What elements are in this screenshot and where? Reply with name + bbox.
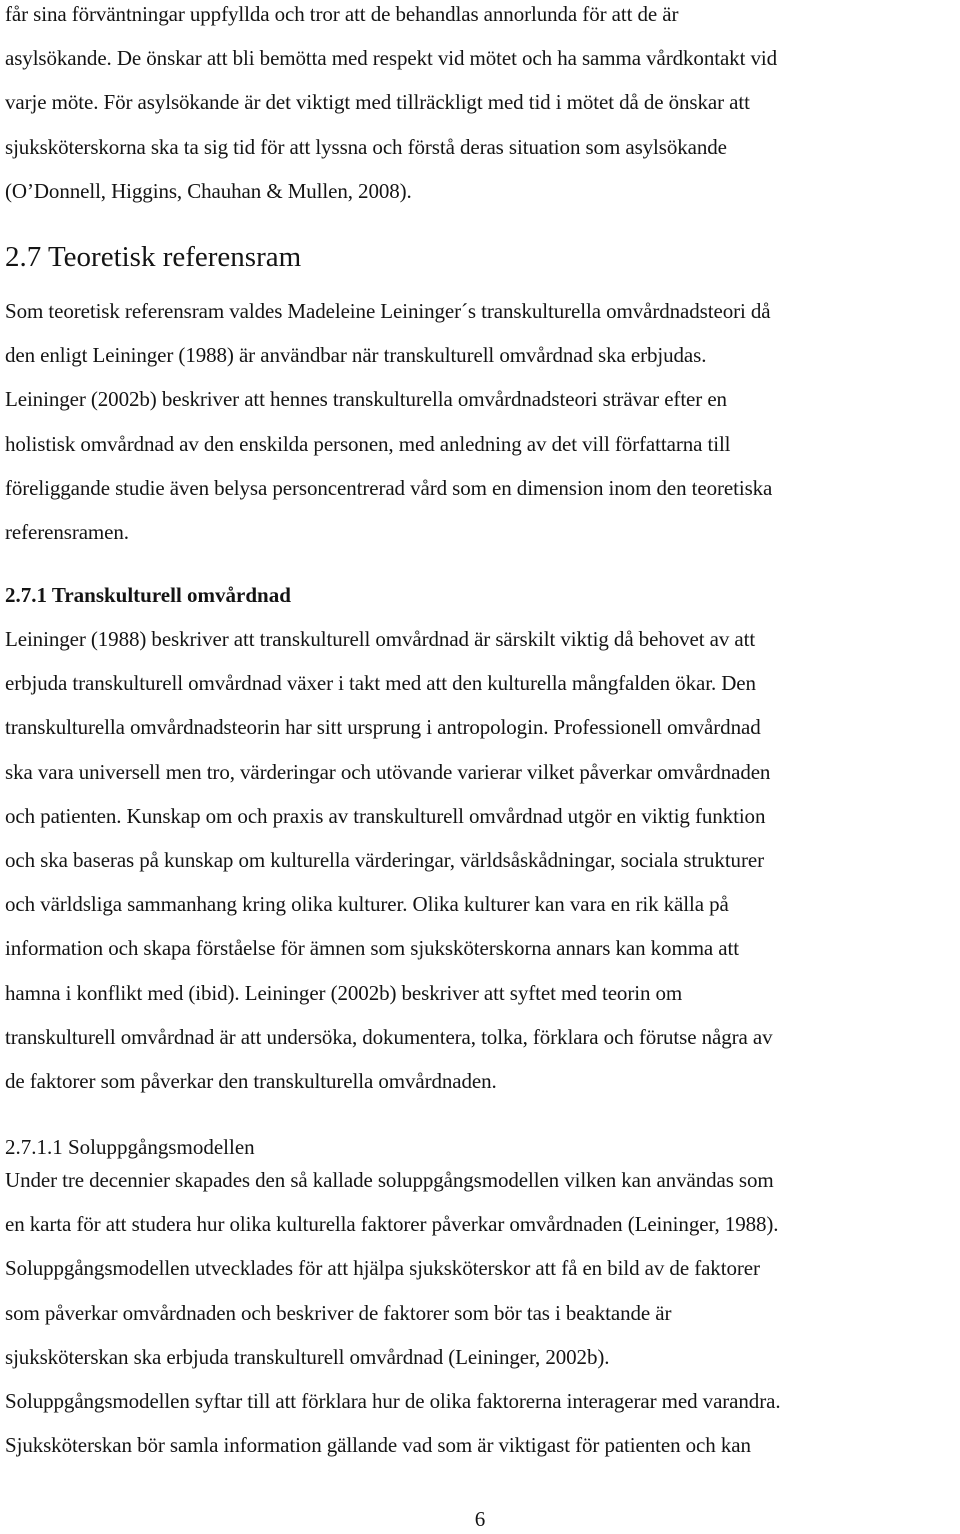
text-line: Under tre decennier skapades den så kallade soluppgångsmodellen vilken kan användas som <box>5 1168 774 1192</box>
intro-paragraph <box>5 0 957 213</box>
text-line: och världsliga sammanhang kring olika kulturer. Olika kulturer kan vara en rik källa på <box>5 892 729 917</box>
text-line: en karta för att studera hur olika kulturella faktorer påverkar omvårdnaden (Leininger, 1988). <box>5 1212 779 1237</box>
heading-transkulturell-omvardnad: 2.7.1 Transkulturell omvårdnad <box>5 583 291 607</box>
text-line: den enligt Leininger (1988) är användbar när transkulturell omvårdnad ska erbjudas. <box>5 343 707 368</box>
page-number: 6 <box>474 1507 486 1531</box>
text-line: Sjuksköterskan bör samla information gällande vad som är viktigast för patienten och kan <box>5 1433 751 1458</box>
text-line: Soluppgångsmodellen syftar till att förklara hur de olika faktorerna interagerar med varandra. <box>5 1389 781 1414</box>
text-line: ska vara universell men tro, värderingar och utövande varierar vilket påverkar omvårdnaden <box>5 759 771 784</box>
text-line: Som teoretisk referensram valdes Madeleine Leininger´s transkulturella omvårdnadsteori då <box>5 299 771 323</box>
section-heading-2-7 <box>5 237 957 277</box>
heading-teoretisk-referensram: 2.7 Teoretisk referensram <box>5 241 302 273</box>
text-line: får sina förväntningar uppfyllda och tror att de behandlas annorlunda för att de är <box>5 2 679 26</box>
section-2-7-1-paragraph <box>5 617 957 1103</box>
text-line: Leininger (2002b) beskriver att hennes transkulturella omvårdnadsteori strävar efter en <box>5 387 727 412</box>
text-line: hamna i konflikt med (ibid). Leininger (2002b) beskriver att syftet med teorin om <box>5 980 683 1005</box>
text-line: holistisk omvårdnad av den enskilda personen, med anledning av det vill författarna till <box>5 431 731 456</box>
text-line: transkulturella omvårdnadsteorin har sitt ursprung i antropologin. Professionell omvårdnad <box>5 715 761 740</box>
text-line: transkulturell omvårdnad är att undersöka, dokumentera, tolka, förklara och förutse några av <box>5 1024 773 1049</box>
text-line: Leininger (1988) beskriver att transkulturell omvårdnad är särskilt viktig då behovet av att <box>5 627 756 651</box>
section-heading-2-7-1 <box>5 578 957 612</box>
section-2-7-paragraph <box>5 289 957 554</box>
text-line: varje möte. För asylsökande är det viktigt med tillräckligt med tid i mötet då de önskar att <box>5 90 750 115</box>
text-line: asylsökande. De önskar att bli bemötta med respekt vid mötet och ha samma vårdkontakt vid <box>5 46 777 71</box>
text-line: och patienten. Kunskap om och praxis av transkulturell omvårdnad utgör en viktig funktion <box>5 803 766 828</box>
text-line: Soluppgångsmodellen utvecklades för att hjälpa sjuksköterskor att få en bild av de faktorer <box>5 1256 760 1281</box>
text-line: och ska baseras på kunskap om kulturella värderingar, världsåskådningar, sociala strukturer <box>5 848 764 873</box>
text-line: information och skapa förståelse för ämnen som sjuksköterskorna annars kan komma att <box>5 936 739 961</box>
text-line: föreliggande studie även belysa personcentrerad vård som en dimension inom den teoretiska <box>5 475 773 500</box>
text-line: sjuksköterskan ska erbjuda transkulturell omvårdnad (Leininger, 2002b). <box>5 1344 610 1369</box>
text-line: erbjuda transkulturell omvårdnad växer i takt med att den kulturella mångfalden ökar. Den <box>5 671 756 696</box>
heading-soluppgangsmodellen: 2.7.1.1 Soluppgångsmodellen <box>5 1135 255 1159</box>
text-line: referensramen. <box>5 520 129 545</box>
text-line: sjuksköterskorna ska ta sig tid för att lyssna och förstå deras situation som asylsökande <box>5 134 727 159</box>
section-2-7-1-1-paragraph <box>5 1158 957 1467</box>
text-line: (O’Donnell, Higgins, Chauhan & Mullen, 2008). <box>5 178 412 203</box>
text-line: de faktorer som påverkar den transkulturella omvårdnaden. <box>5 1069 497 1094</box>
text-line: som påverkar omvårdnaden och beskriver de faktorer som bör tas i beaktande är <box>5 1300 672 1325</box>
